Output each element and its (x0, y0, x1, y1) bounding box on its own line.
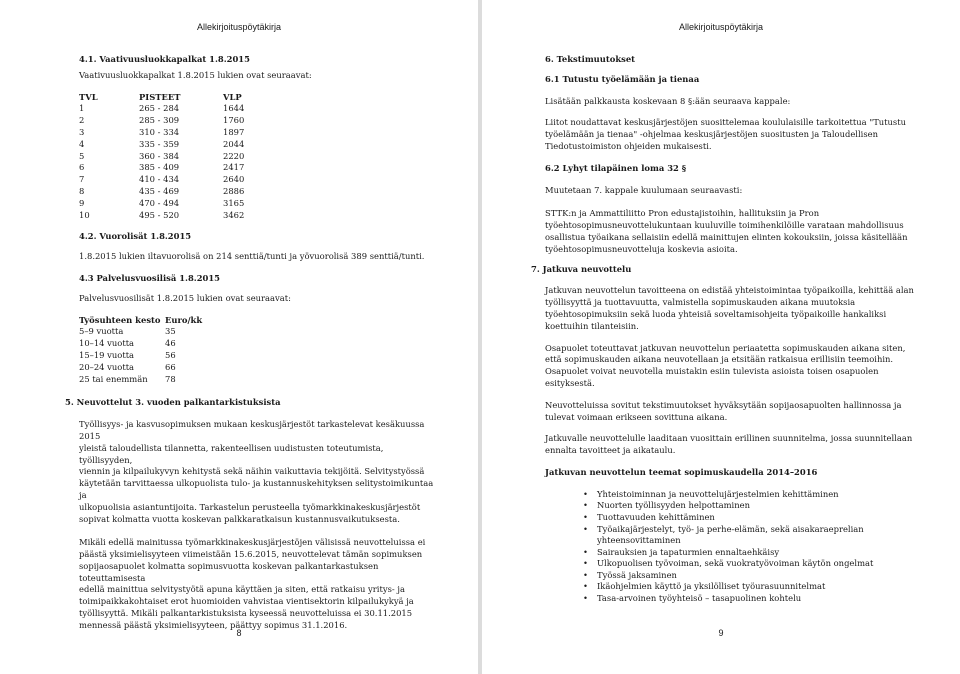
list-item-text: Sairauksien ja tapaturmien ennaltaehkäisy (597, 546, 780, 557)
list-item (583, 500, 923, 512)
table-row (79, 115, 244, 127)
text-line: Työllisyys- ja kasvusopimuksen mukaan keskusjärjestöt tarkastelevat kesäkuussa 2015 (79, 419, 425, 441)
text-line: koettuihin tilanteisiin. (545, 320, 639, 331)
table-cell: 360 - 384 (139, 150, 180, 161)
table-cell: 46 (165, 338, 176, 349)
text-line: Jatkuvan neuvottelun tavoitteena on edistää yhteistoimintaa työpaikoilla, kehittää alan (545, 285, 914, 296)
table-cell: 2 (79, 115, 85, 126)
list-item (583, 511, 923, 524)
text-line: ennalta tavoitteet ja aikataulu. (545, 445, 676, 456)
text-line: työelämään ja tienaa" -ohjelmaa keskusjärjestöjen suositusten ja Taloudellisen (545, 129, 878, 140)
page-9 (482, 0, 960, 674)
table-row (79, 162, 244, 174)
section-7-paragraph-3 (545, 400, 923, 424)
text-line: tulevat voimaan erikseen sovittuna aikana. (545, 411, 728, 422)
table-cell: 2220 (223, 150, 245, 161)
table-cell: 3165 (223, 197, 245, 208)
section-5-paragraph-1 (79, 419, 439, 525)
text-line: käytetään tarvittaessa ulkopuolista tulo- ja kustannuskehityksen selitystoimikuntaa ja (79, 478, 434, 500)
list-item-text: Ulkopuolisen työvoiman, sekä vuokratyövoiman käytön ongelmat (597, 558, 874, 569)
page-8 (0, 0, 478, 674)
text-line: edellä mainittua selvitystyötä apuna käyttäen ja siten, että ratkaisu yritys- ja (79, 584, 405, 595)
section-5-paragraph-2 (79, 537, 439, 631)
table-row (79, 350, 202, 362)
text-line: ulkopuolisia asiantuntijoita. Tarkastelun perusteella työmarkkinakeskusjärjestöt (79, 501, 421, 512)
list-item (583, 569, 923, 582)
bullet-icon: • (583, 511, 588, 522)
text-line: Jatkuvalle neuvottelulle laaditaan vuosittain erillinen suunnitelma, jossa suunnitellaan (545, 433, 913, 444)
list-item-text: Työaikajärjestelyt, työ- ja perhe-elämän, sekä aisakaraeprelian yhteensovittaminen (597, 523, 864, 546)
pay-grade-table (79, 92, 244, 222)
table-row (79, 103, 244, 115)
list-item-text: Yhteistoiminnan ja neuvottelujärjestelmien kehittäminen (597, 488, 839, 499)
table-cell: 2886 (223, 185, 245, 196)
table-cell: 435 - 469 (139, 185, 180, 196)
text-line: Mikäli edellä mainitussa työmarkkinakeskusjärjestöjen välisissä neuvotteluissa ei (79, 537, 426, 548)
bullet-icon: • (583, 593, 588, 604)
text-line: työllisyyttä ja tuottavuutta, valmistella sopimuskauden aikana muutoksia (545, 297, 856, 308)
text-line: Neuvotteluissa sovitut tekstimuutokset hyväksytään sopijaosapuolten hallinnossa ja (545, 399, 902, 410)
text-line: osallistua työaikana sellaisiin edellä mainittujen elinten kokouksiin, joissa käsitellään (545, 231, 908, 242)
section-4-2-text: 1.8.2015 lukien iltavuorolisä on 214 senttiä/tunti ja yövuorolisä 389 senttiä/tunti. (79, 251, 425, 262)
column-header: Työsuhteen kesto (79, 314, 161, 325)
text-line: mennessä päästä yksimielisyyteen, päättyy sopimus 31.1.2016. (79, 619, 348, 630)
section-6-1-quote (545, 117, 923, 152)
section-6-2-quote (545, 208, 923, 255)
table-cell: 2640 (223, 174, 245, 185)
list-item (583, 558, 923, 570)
column-header: VLP (223, 91, 242, 102)
table-cell: 78 (165, 373, 176, 384)
section-7-paragraph-1 (545, 285, 923, 332)
text-line: yleistä taloudellista tilannetta, rakenteellisen uudistusten toteutumista, työllisyyden, (79, 442, 384, 465)
text-line: päästä yksimielisyyteen viimeistään 15.6.2015, neuvottelevat tämän sopimuksen (79, 549, 423, 560)
section-4-2-title: 4.2. Vuorolisät 1.8.2015 (79, 231, 192, 242)
list-item-text: Tuottavuuden kehittäminen (597, 511, 715, 522)
section-6-2-text: Muutetaan 7. kappale kuulumaan seuraavasti: (545, 184, 743, 195)
list-item (583, 581, 923, 593)
table-row (79, 362, 202, 374)
table-row (79, 326, 202, 338)
table-row (79, 374, 202, 386)
table-cell: 495 - 520 (139, 209, 180, 220)
table-row (79, 338, 202, 350)
bullet-icon: • (583, 488, 588, 499)
text-line: Liitot noudattavat keskusjärjestöjen suosittelemaa koululaisille tarkoitettua "Tutustu (545, 117, 906, 128)
text-line: työehtosopimuksiin sekä luoda yhteisiä soveltamisohjeita työpaikoille hankaliksi (545, 308, 887, 319)
text-line: työllisyyttä. Mikäli palkantarkistuksista kyseessä neuvotteluissa ei 30.11.2015 (79, 608, 413, 619)
list-item-text: Tasa-arvoinen työyhteisö – tasapuolinen kohtelu (597, 593, 802, 604)
text-line: sopivat kolmatta vuotta koskevan palkkaratkaisun kustannusvaikutuksesta. (79, 513, 400, 524)
table-row (79, 174, 244, 186)
list-item (583, 546, 923, 559)
section-4-3-intro: Palvelusvuosilisät 1.8.2015 lukien ovat seuraavat: (79, 292, 291, 303)
table-cell: 1 (79, 103, 85, 114)
table-cell: 2044 (223, 138, 245, 149)
page-header: Allekirjoituspöytäkirja (196, 22, 282, 32)
table-cell: 385 - 409 (139, 162, 180, 173)
page-header: Allekirjoituspöytäkirja (678, 22, 764, 32)
bullet-icon: • (583, 569, 588, 580)
table-cell: 1760 (223, 115, 245, 126)
table-row (79, 198, 244, 210)
table-cell: 8 (79, 185, 85, 196)
page-9-content (531, 54, 923, 605)
table-cell: 1644 (223, 103, 245, 114)
table-cell: 335 - 359 (139, 138, 180, 149)
section-6-1-title: 6.1 Tutustu työelämään ja tienaa (545, 73, 700, 84)
table-cell: 5 (79, 150, 85, 161)
table-row (79, 139, 244, 151)
text-line: Osapuolet voivat neuvotella muistakin esiin tulevista asioista toisen osapuolen (545, 366, 879, 377)
table-cell: 3 (79, 126, 85, 137)
table-cell: 2417 (223, 162, 245, 173)
table-cell: 15–19 vuotta (79, 349, 135, 360)
section-4-1-intro: Vaativuusluokkapalkat 1.8.2015 lukien ovat seuraavat: (79, 69, 312, 80)
bullet-icon: • (583, 546, 588, 557)
text-line: työehtosopimusneuvotteluja koskevia asioita. (545, 243, 738, 254)
column-header: TVL (79, 91, 98, 102)
table-row (79, 186, 244, 198)
themes-list (545, 489, 923, 605)
bullet-icon: • (583, 500, 588, 511)
text-line: toimipaikkakohtaiset erot huomioiden vahvistaa vientisektorin kilpailukykyä ja (79, 596, 414, 607)
table-cell: 1897 (223, 126, 245, 137)
section-6-title: 6. Tekstimuutokset (545, 54, 636, 64)
text-line: Osapuolet toteuttavat jatkuvan neuvottelun periaatetta sopimuskauden aikana siten, (545, 342, 906, 353)
text-line: Tiedotustoimiston ohjeiden mukaisesti. (545, 140, 712, 151)
section-6-2-title: 6.2 Lyhyt tilapäinen loma 32 § (545, 162, 687, 173)
list-item-text: Nuorten työllisyyden helpottaminen (597, 500, 750, 511)
text-line: STTK:n ja Ammattiliitto Pron edustajistoihin, hallituksiin ja Pron (545, 208, 820, 219)
table-cell: 4 (79, 138, 85, 149)
page-number: 8 (236, 628, 242, 638)
text-line: esityksestä. (545, 377, 595, 388)
column-header: Euro/kk (165, 314, 203, 325)
section-6-1-text: Lisätään palkkausta koskevaan 8 §:ään seuraava kappale: (545, 95, 791, 106)
table-cell: 310 - 334 (139, 126, 180, 137)
list-item-text: Ikäohjelmien käyttö ja yksilölliset työurasuunnitelmat (597, 581, 826, 592)
table-cell: 7 (79, 174, 85, 185)
list-item (583, 593, 923, 605)
page-number: 9 (718, 628, 724, 638)
table-header-row (79, 315, 202, 327)
text-line: että sopimuskauden aikana neuvotellaan ja etsitään ratkaisua erillisiin teemoihin. (545, 354, 894, 365)
table-cell: 410 - 434 (139, 174, 180, 185)
table-cell: 5–9 vuotta (79, 326, 124, 337)
text-line: sopijaosapuolet kolmatta sopimusvuotta koskevan palkantarkastuksen toteuttamisesta (79, 560, 379, 583)
section-7-paragraph-4 (545, 433, 923, 457)
text-line: viennin ja kilpailukyvyn kehitystä sekä näihin vaikuttavia tekijöitä. Selvitystyössä (79, 466, 425, 477)
bullet-icon: • (583, 558, 588, 569)
section-4-3-title: 4.3 Palvelusvuosilisä 1.8.2015 (79, 272, 221, 283)
section-7-title: 7. Jatkuva neuvottelu (531, 263, 632, 274)
table-row (79, 151, 244, 163)
themes-title: Jatkuvan neuvottelun teemat sopimuskaudella 2014–2016 (545, 466, 818, 477)
column-header: PISTEET (139, 91, 181, 102)
list-item-text: Työssä jaksaminen (597, 569, 677, 580)
table-cell: 10–14 vuotta (79, 338, 135, 349)
table-cell: 56 (165, 349, 176, 360)
table-cell: 9 (79, 197, 85, 208)
table-cell: 35 (165, 326, 176, 337)
table-cell: 6 (79, 162, 85, 173)
page-8-content (65, 54, 439, 632)
bullet-icon: • (583, 581, 588, 592)
table-row (79, 210, 244, 222)
table-cell: 285 - 309 (139, 115, 180, 126)
table-cell: 66 (165, 361, 176, 372)
section-7-paragraph-2 (545, 343, 923, 390)
table-cell: 25 tai enemmän (79, 373, 148, 384)
table-cell: 10 (79, 209, 90, 220)
bullet-icon: • (583, 523, 588, 534)
text-line: työehtosopimusneuvottelukuntaan kuuluville toimihenkilöille varataan mahdollisuus (545, 220, 904, 231)
table-cell: 470 - 494 (139, 197, 180, 208)
list-item (583, 523, 923, 547)
section-4-1-title: 4.1. Vaativuusluokkapalkat 1.8.2015 (79, 54, 250, 64)
table-cell: 265 - 284 (139, 103, 180, 114)
table-row (79, 127, 244, 139)
service-years-table (79, 315, 202, 386)
section-5-title: 5. Neuvottelut 3. vuoden palkantarkistuksista (65, 397, 281, 408)
list-item (583, 488, 923, 501)
table-header-row (79, 92, 244, 104)
table-cell: 3462 (223, 209, 245, 220)
table-cell: 20–24 vuotta (79, 361, 135, 372)
